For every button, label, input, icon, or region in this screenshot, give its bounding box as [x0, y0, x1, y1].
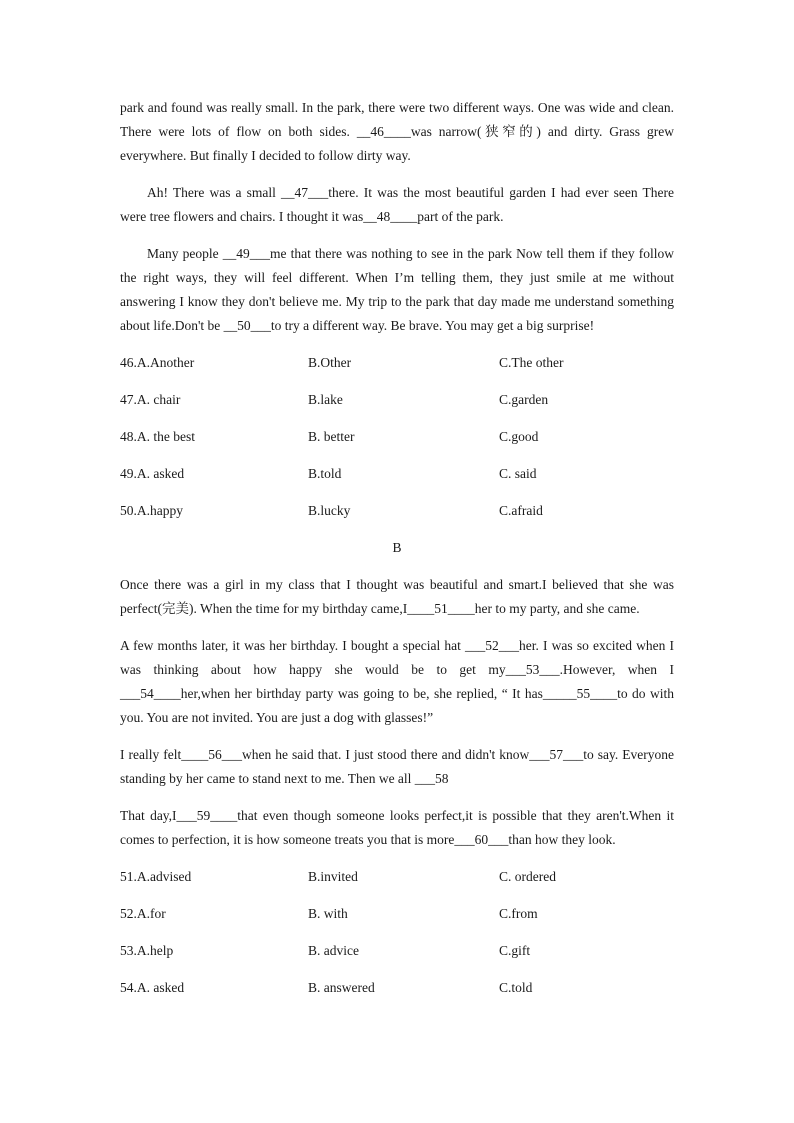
option-a: 47.A. chair	[120, 392, 181, 407]
question-row	[120, 865, 674, 889]
passage-a-paragraph-1: park and found was really small. In the park, there were two different ways. One was wide and clean. There were lots of flow on both sides. __46____was narrow(狭窄的) and dirty. Grass grew everywhere. But finally I decided to follow dirty way.	[120, 100, 674, 163]
option-a: 53.A.help	[120, 943, 174, 958]
question-row	[120, 902, 674, 926]
question-row	[120, 976, 674, 1000]
option-a: 50.A.happy	[120, 503, 183, 518]
question-row	[120, 939, 674, 963]
passage-b-paragraph-4: That day,I___59____that even though someone looks perfect,it is possible that they aren't.When it comes to perfection, it is how someone treats you that is more___60___than how they look.	[120, 808, 674, 847]
question-row	[120, 388, 674, 412]
option-b: B.lake	[308, 392, 343, 407]
option-a: 52.A.for	[120, 906, 166, 921]
question-list-a	[120, 351, 674, 523]
option-c: C.good	[499, 429, 539, 444]
option-b: B. better	[308, 429, 355, 444]
passage-a-paragraph-2: Ah! There was a small __47___there. It was the most beautiful garden I had ever seen There were tree flowers and chairs. I thought it was__48____part of the park.	[120, 185, 674, 224]
option-c: C.The other	[499, 355, 564, 370]
question-list-b	[120, 865, 674, 1000]
option-c: C. ordered	[499, 869, 556, 884]
option-c: C.afraid	[499, 503, 543, 518]
option-a: 48.A. the best	[120, 429, 195, 444]
option-a: 51.A.advised	[120, 869, 192, 884]
option-c: C.garden	[499, 392, 549, 407]
option-b: B. with	[308, 906, 348, 921]
question-row	[120, 351, 674, 375]
passage-b-paragraph-2: A few months later, it was her birthday. I bought a special hat ___52___her. I was so excited when I was thinking about how happy she would be to get my___53___.However, when I ___54____her,when her birthday party was going to be, she replied, “ It has_____55____to do with you. You are not invited. You are just a dog with glasses!”	[120, 638, 674, 725]
question-row	[120, 462, 674, 486]
option-b: B.Other	[308, 355, 352, 370]
section-title: B	[392, 540, 402, 555]
option-b: B.lucky	[308, 503, 351, 518]
passage-b-paragraph-3: I really felt____56___when he said that. I just stood there and didn't know___57___to say. Everyone standing by her came to stand next to me. Then we all ___58	[120, 747, 674, 786]
option-b: B.told	[308, 466, 342, 481]
option-a: 54.A. asked	[120, 980, 185, 995]
option-b: B. advice	[308, 943, 359, 958]
option-b: B. answered	[308, 980, 375, 995]
document-content	[120, 96, 674, 1013]
question-row	[120, 425, 674, 449]
option-c: C.from	[499, 906, 538, 921]
option-c: C. said	[499, 466, 537, 481]
option-a: 49.A. asked	[120, 466, 185, 481]
option-c: C.gift	[499, 943, 531, 958]
option-a: 46.A.Another	[120, 355, 195, 370]
option-b: B.invited	[308, 869, 358, 884]
option-c: C.told	[499, 980, 533, 995]
passage-a-paragraph-3: Many people __49___me that there was nothing to see in the park Now tell them if they follow the right ways, they will feel different. When I’m telling them, they just smile at me without answering I know they don't believe me. My trip to the park that day made me understand something about life.Don't be __50___to try a different way. Be brave. You may get a big surprise!	[120, 246, 674, 333]
passage-b-paragraph-1: Once there was a girl in my class that I thought was beautiful and smart.I believed that she was perfect(完美). When the time for my birthday came,I____51____her to my party, and she came.	[120, 577, 674, 616]
question-row	[120, 499, 674, 523]
